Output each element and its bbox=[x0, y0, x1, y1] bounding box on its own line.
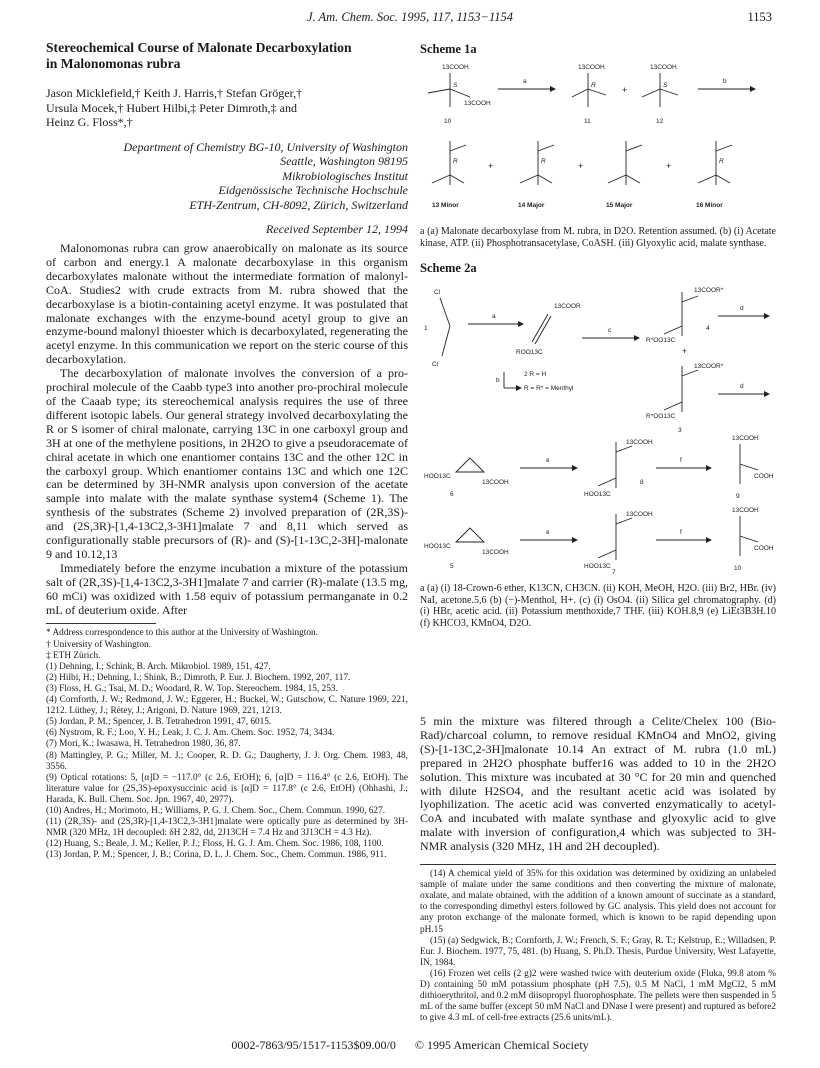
scheme2-label: R = R* = Menthyl bbox=[524, 385, 574, 393]
svg-text:R*OO13C: R*OO13C bbox=[646, 337, 676, 345]
footnote: (11) (2R,3S)- and (2S,3R)-[1,4-13C2,3-3H1]malate were optically pure as determined by 3H-NMR (320 MHz, 1H decoupled: δH 2.82, dd, 2J13CH = 7.4 Hz and 3J13CH = 4.3 Hz). bbox=[46, 817, 408, 839]
title-line-1: Stereochemical Course of Malonate Decarboxylation bbox=[46, 40, 352, 55]
scheme-1-caption: a (a) Malonate decarboxylase from M. rubra, in D2O. Retention assumed. (b) (i) Acetate kinase, ATP. (ii) Phosphotransacetylase, CoASH. (iii) Glyoxylic acid, malate synthase. bbox=[420, 226, 776, 249]
footnote: (10) Andres, H.; Morimoto, H.; Williams, P. G. J. Chem. Soc., Chem. Commun. 1990, 627. bbox=[46, 805, 386, 816]
compound-label: 16 Minor bbox=[696, 202, 723, 209]
affiliation-line: ETH-Zentrum, CH-8092, Zürich, Switzerland bbox=[189, 197, 408, 212]
scheme-1-heading: Scheme 1a bbox=[420, 42, 477, 56]
svg-text:COOH: COOH bbox=[754, 545, 774, 553]
scheme1-label: R bbox=[541, 158, 546, 165]
svg-text:HOO13C: HOO13C bbox=[424, 473, 451, 481]
author-line: Ursula Mocek,† Hubert Hilbi,‡ Peter Dimroth,‡ and bbox=[46, 100, 297, 115]
article-code: 0002-7863/95/1517-1153$09.00/0 bbox=[231, 1038, 396, 1052]
scheme-2-caption: a (a) (i) 18-Crown-6 ether, K13CN, CH3CN. (ii) KOH, MeOH, H2O. (iii) Br2, HBr. (iv) NaI, acetone.5,6 (b) (−)-Menthol, H+. (c) (i) OsO4. (ii) Silica gel chromatography. (d) (i) HBr, acetic acid. (ii) Potassium menthoxide,7 THF. (iii) KOH.8,9 (e) LiEt3B3H.10 (f) KHCO3, KMnO4, D2O. bbox=[420, 583, 776, 629]
footnote: (6) Nystrom, R. F.; Loo, Y. H.; Leak, J. C. J. Am. Chem. Soc. 1952, 74, 3434. bbox=[46, 728, 335, 739]
footnote: (16) Frozen wet cells (2 g)2 were washed twice with deuterium oxide (Fluka, 99.8 atom % D) containing 50 mM potassium phosphate (pH 7.5), 0.5 M NaCl, 1 mM MgCl2, 5 mM dithioerythritol, and 0.2 mM diisopropyl fluorophosphate. The pellets were then suspended in 5 mL of the same buffer (except 50 mM NaCl and DNase I were present) and ruptured as before2 to give 4.3 mL of cell-free extracts (25.6 units/mL). bbox=[420, 968, 776, 1024]
title-line-2: in Malonomonas rubra bbox=[46, 56, 181, 71]
dichlorobutene-1 bbox=[424, 289, 450, 368]
scheme2-label: 7 bbox=[612, 569, 616, 577]
footnote: (1) Dehning, I.; Schink, B. Arch. Mikrobiol. 1989, 151, 427. bbox=[46, 661, 271, 672]
page-number: 1153 bbox=[747, 10, 772, 24]
svg-text:HOO13C: HOO13C bbox=[424, 543, 451, 551]
footnote: (7) Mori, K.; Iwasawa, H. Tetrahedron 1980, 36, 87. bbox=[46, 739, 241, 750]
epoxide-5 bbox=[424, 528, 509, 570]
scheme1-label: a bbox=[523, 78, 527, 85]
svg-text:13COOH: 13COOH bbox=[732, 435, 759, 443]
scheme1-label: 13COOH bbox=[464, 100, 491, 107]
article-body bbox=[46, 242, 408, 617]
scheme2-label: 6 bbox=[450, 491, 454, 499]
scheme2-label: 10 bbox=[734, 565, 742, 573]
body-paragraph: 5 min the mixture was filtered through a Celite/Chelex 100 (Bio-Rad)/charcoal column, to remove residual KMnO4 and MnO2, giving (S)-[1-13C,2-3H]malonate 10.14 An extract of M. rubra (1.0 mL) prepared in 2H2O phosphate buffer16 was added to 10 in the 2H2O solution. This mixture was incubated at 30 °C for 20 min and quenched with dilute H2SO4, and the resultant acetic acid was isolated by lyophilization. The acetic acid was converted enzymatically to acetyl-CoA and incubated with malate synthase and glyoxylic acid to give malate with inversion of configuration,4 which was subjected to 3H-NMR analysis (320 MHz, 1H and 2H decoupled). bbox=[420, 714, 776, 854]
scheme2-label: 4 bbox=[706, 325, 710, 333]
scheme1-label: b bbox=[723, 78, 727, 85]
malate-structure-3 bbox=[646, 363, 724, 434]
article-title bbox=[46, 40, 408, 72]
scheme1-label: R bbox=[591, 82, 596, 89]
right-column-text bbox=[420, 715, 776, 1024]
scheme-2-heading: Scheme 2a bbox=[420, 261, 477, 276]
svg-text:Cl: Cl bbox=[434, 289, 441, 297]
footnote: (8) Mattingley, P. G.; Miller, M. J.; Cooper, R. D. G.; Daugherty, J. J. Org. Chem. 1983, 48, 3556. bbox=[46, 750, 408, 772]
scheme1-label: 13COOH bbox=[442, 64, 469, 71]
scheme2-label: 1 bbox=[424, 325, 428, 333]
malate-structure-13 bbox=[432, 141, 466, 209]
svg-text:+: + bbox=[666, 161, 672, 171]
malate-structure-4 bbox=[646, 287, 724, 344]
scheme2-label: 5 bbox=[450, 563, 454, 571]
scheme1-label: R bbox=[719, 158, 724, 165]
scheme-1-figure bbox=[420, 59, 776, 219]
scheme1-label: R bbox=[453, 158, 458, 165]
footnote: (12) Huang, S.; Beale, J. M.; Keller, P. J.; Floss, H. G. J. Am. Chem. Soc. 1986, 108, 1100. bbox=[46, 839, 384, 850]
scheme2-label: 9 bbox=[736, 493, 740, 501]
malate-structure-16 bbox=[696, 141, 732, 209]
compound-label: 14 Major bbox=[518, 202, 545, 209]
svg-text:13COOR*: 13COOR* bbox=[694, 287, 724, 295]
malate-structure-15 bbox=[606, 141, 642, 209]
scheme1-label: 10 bbox=[444, 118, 452, 125]
footnote: † University of Washington. bbox=[46, 639, 151, 650]
svg-text:13COOH: 13COOH bbox=[732, 507, 759, 515]
scheme2-label: d bbox=[740, 383, 744, 391]
scheme2-label: f bbox=[680, 529, 682, 537]
epoxide-6 bbox=[424, 458, 509, 498]
compound-label: 15 Major bbox=[606, 202, 633, 209]
footnotes-left bbox=[46, 628, 408, 861]
svg-text:13COOR*: 13COOR* bbox=[694, 363, 724, 371]
footnote: ‡ ETH Zürich. bbox=[46, 650, 101, 661]
left-column bbox=[46, 40, 408, 861]
svg-text:COOH: COOH bbox=[754, 473, 774, 481]
scheme2-label: f bbox=[680, 457, 682, 465]
scheme2-label: a bbox=[492, 313, 496, 321]
affiliation-line: Eidgenössische Technische Hochschule bbox=[218, 183, 408, 197]
scheme2-label: 2 R = H bbox=[524, 371, 547, 379]
compound-label: 13 Minor bbox=[432, 202, 459, 209]
footnote: * Address correspondence to this author at the University of Washington. bbox=[46, 628, 318, 639]
footnote: (13) Jordan, P. M.; Spencer, J. B.; Corina, D. L. J. Chem. Soc., Chem. Commun. 1986, 911. bbox=[46, 850, 387, 861]
copyright-notice: © 1995 American Chemical Society bbox=[414, 1038, 589, 1052]
author-line: Heinz G. Floss*,† bbox=[46, 115, 133, 129]
svg-text:HOO13C: HOO13C bbox=[584, 491, 611, 499]
svg-text:Cl: Cl bbox=[432, 361, 439, 369]
scheme-2-figure bbox=[420, 278, 776, 576]
affiliation-line: Seattle, Washington 98195 bbox=[280, 154, 408, 168]
scheme1-label: 13COOH bbox=[650, 64, 677, 71]
scheme1-label: 12 bbox=[656, 118, 664, 125]
footnote: (15) (a) Sedgwick, B.; Cornforth, J. W.; French, S. F.; Gray, R. T.; Kelstrup, E.; Willadsen, P. Eur. J. Biochem. 1977, 75, 481. (b) Huang, S. Ph.D. Thesis, Purdue University, West Lafayette, IN, 1984. bbox=[420, 935, 776, 968]
svg-text:ROO13C: ROO13C bbox=[516, 349, 543, 357]
svg-text:R*OO13C: R*OO13C bbox=[646, 413, 676, 421]
malate-structure-7 bbox=[584, 511, 653, 576]
scheme1-label: S bbox=[663, 82, 668, 89]
affiliation-line: Mikrobiologisches Institut bbox=[282, 168, 408, 183]
svg-text:13COOH: 13COOH bbox=[626, 511, 653, 519]
page-footer bbox=[0, 1038, 820, 1053]
scheme2-label: 3 bbox=[678, 427, 682, 435]
svg-text:+: + bbox=[578, 161, 584, 171]
svg-text:HOO13C: HOO13C bbox=[584, 563, 611, 571]
footnote: (9) Optical rotations: 5, [α]D = −117.0° (c 2.6, EtOH); 6, [α]D = 116.4° (c 2.6, EtOH). The literature value for (2S,3S)-epoxysuccinic acid is [α]D = 117.8° (c 2.6, EtOH) (Ohhashi, J.; Harada, K. Bull. Chem. Soc. Jpn. 1967, 40, 2977). bbox=[46, 772, 408, 805]
scheme2-label: e bbox=[546, 457, 550, 465]
scheme2-label: e bbox=[546, 529, 550, 537]
malate-structure-14 bbox=[518, 141, 554, 209]
scheme2-label: c bbox=[608, 327, 612, 335]
diester-2 bbox=[516, 303, 581, 356]
right-column bbox=[420, 40, 776, 630]
affiliation-line: Department of Chemistry BG-10, University of Washington bbox=[123, 139, 408, 154]
svg-text:+: + bbox=[488, 161, 494, 171]
body-paragraph: Malonomonas rubra can grow anaerobically on malonate as its source of carbon and energy.1 A malonate decarboxylase in this organism decarboxylates malonate without the intermediate formation of malonyl-CoA. Studies2 with crude extracts from M. rubra showed that the decarboxylase is a biotin-containing acetyl enzyme. It was postulated that malonate exchanges with the enzyme-bound acetyl group to give an enzyme-bound malonyl thioester which is decarboxylated, regenerating the acetyl enzyme. In this communication we report on the steric course of this decarboxylation. bbox=[46, 241, 408, 367]
svg-text:13COOH: 13COOH bbox=[626, 439, 653, 447]
body-paragraph: The decarboxylation of malonate involves the conversion of a pro-prochiral molecule of the Caabb type3 into another pro-prochiral molecule of the Caaab type; its stereochemical analysis requires the use of three different isotopic labels. Our general strategy involved decarboxylating the R or S isomer of chiral malonate, carrying 13C in one carboxyl group and 3H at one of the methylene positions, in 2H2O to give a pseudoracemate of chiral acetate in which one enantiomer contains 13C and the other 12C in the carboxyl group. Which enantiomer contains 13C and which one 12C can be determined by 3H-NMR analysis upon conversion of the acetate sample into malate with the malate synthase system4 (Scheme 1). The synthesis of the substrates (Scheme 2) involved preparation of (2R,3S)- and (2S,3R)-[1,4-13C2,3-3H1]malate 7 and 8,11 which served as configurationally stable precursors of (R)- and (S)-[1-13C,2-3H]-malonate 9 and 10.12,13 bbox=[46, 366, 408, 561]
svg-text:13COOH: 13COOH bbox=[482, 549, 509, 557]
footnote: (3) Floss, H. G.; Tsai, M. D.; Woodard, R. W. Top. Stereochem. 1984, 15, 253. bbox=[46, 683, 338, 694]
footnote-divider bbox=[420, 864, 776, 865]
scheme2-label: b bbox=[496, 377, 500, 385]
svg-text:+: + bbox=[622, 85, 628, 95]
svg-text:+: + bbox=[682, 346, 688, 357]
author-list bbox=[46, 86, 408, 130]
running-header bbox=[48, 10, 772, 28]
footnote: (2) Hilbi, H.; Dehning, I.; Shink, B.; Dimroth, P. Eur. J. Biochem. 1992, 207, 117. bbox=[46, 672, 351, 683]
svg-text:13COOR: 13COOR bbox=[554, 303, 581, 311]
journal-citation: J. Am. Chem. Soc. 1995, 117, 1153−1154 bbox=[306, 10, 514, 24]
affiliations bbox=[46, 140, 408, 213]
received-date: Received September 12, 1994 bbox=[266, 222, 408, 236]
scheme2-label: 8 bbox=[640, 479, 644, 487]
malate-structure-8 bbox=[584, 439, 653, 498]
scheme1-label: S bbox=[453, 82, 458, 89]
svg-text:13COOH: 13COOH bbox=[482, 479, 509, 487]
scheme2-label: d bbox=[740, 305, 744, 313]
footnote-divider bbox=[46, 623, 156, 624]
footnote: (5) Jordan, P. M.; Spencer, J. B. Tetrahedron 1991, 47, 6015. bbox=[46, 717, 272, 728]
body-paragraph: Immediately before the enzyme incubation a mixture of the potassium salt of (2R,3S)-[1,4-13C2,3-3H1]malate 7 and carrier (R)-malate (13.5 mg, 60 mCi) was oxidized with 1.58 equiv of potassium permanganate in 0.2 mL of deuterium oxide. After bbox=[46, 560, 408, 617]
author-line: Jason Micklefield,† Keith J. Harris,† Stefan Gröger,† bbox=[46, 86, 303, 100]
malonate-10 bbox=[732, 507, 774, 572]
scheme1-label: 13COOH bbox=[578, 64, 605, 71]
footnote: (4) Cornforth, J. W.; Redmond, J. W.; Eggerer, H.; Buckel, W.; Gutschow, C. Nature 1969, 221, 1212. Lüthey, J.; Rétey, J.; Arigoni, D. Nature 1969, 221, 1213. bbox=[46, 695, 408, 717]
scheme1-label: 11 bbox=[584, 118, 591, 125]
footnote: (14) A chemical yield of 35% for this oxidation was determined by oxidizing an unlabeled sample of malate under the same conditions and then converting the mixture of malonate, oxalate, and malate obtained, with the addition of a known amount of succinate as a standard, to the corresponding dimethyl esters followed by GC analysis. This yield does not account for any proton exchange of the malonate formed, which is known to be rapid depending upon pH.15 bbox=[420, 869, 776, 935]
malonate-9 bbox=[732, 435, 774, 500]
